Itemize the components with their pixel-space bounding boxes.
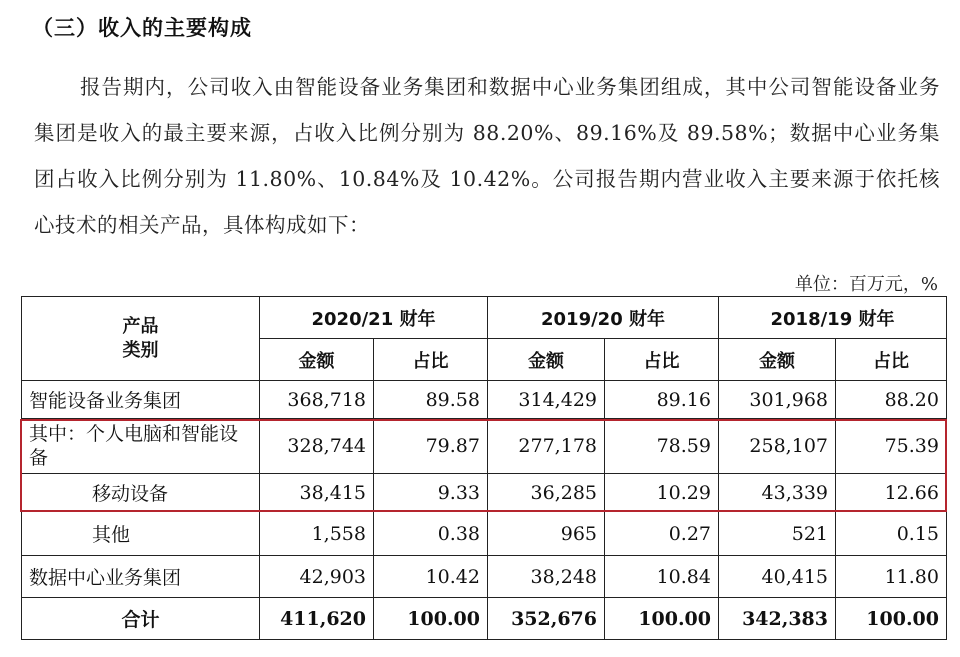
cell-amount: 42,903	[260, 556, 374, 598]
cell-amount: 38,248	[488, 556, 605, 598]
cell-amount: 342,383	[719, 598, 836, 640]
revenue-table	[21, 296, 947, 640]
cell-ratio: 100.00	[605, 598, 719, 640]
subheader-amount: 金额	[488, 339, 605, 381]
table-row-total	[22, 598, 947, 640]
row-label: 数据中心业务集团	[22, 556, 260, 598]
cell-ratio: 100.00	[836, 598, 947, 640]
cell-ratio: 0.38	[374, 512, 488, 556]
subheader-ratio: 占比	[605, 339, 719, 381]
header-product-category	[22, 297, 260, 381]
row-label-total: 合计	[22, 598, 260, 640]
table-row	[22, 556, 947, 598]
cell-ratio: 0.15	[836, 512, 947, 556]
table-row	[22, 419, 947, 474]
header-year-2019-20: 2019/20 财年	[488, 297, 719, 339]
cell-amount: 1,558	[260, 512, 374, 556]
cell-amount: 314,429	[488, 381, 605, 419]
row-label: 移动设备	[22, 474, 260, 512]
cell-amount: 43,339	[719, 474, 836, 512]
cell-ratio: 89.16	[605, 381, 719, 419]
cell-ratio: 88.20	[836, 381, 947, 419]
header-year-2020-21: 2020/21 财年	[260, 297, 488, 339]
cell-ratio: 0.27	[605, 512, 719, 556]
cell-ratio: 100.00	[374, 598, 488, 640]
cell-ratio: 10.42	[374, 556, 488, 598]
cell-amount: 36,285	[488, 474, 605, 512]
cell-amount: 38,415	[260, 474, 374, 512]
cell-amount: 277,178	[488, 419, 605, 474]
row-label: 其他	[22, 512, 260, 556]
subheader-ratio: 占比	[374, 339, 488, 381]
row-label: 其中：个人电脑和智能设备	[22, 419, 260, 474]
cell-ratio: 75.39	[836, 419, 947, 474]
cell-ratio: 12.66	[836, 474, 947, 512]
cell-ratio: 89.58	[374, 381, 488, 419]
cell-amount: 368,718	[260, 381, 374, 419]
intro-paragraph: 报告期内，公司收入由智能设备业务集团和数据中心业务集团组成，其中公司智能设备业务集团是收入的最主要来源，占收入比例分别为 88.20%、89.16%及 89.58%；数据中心业务集团占收入比例分别为 11.80%、10.84%及 10.42%。公司报告期内营业收入主要来源于依托核心技术的相关产品，具体构成如下：	[34, 75, 940, 237]
cell-ratio: 10.29	[605, 474, 719, 512]
header-product-text: 产品类别	[122, 315, 159, 361]
table-row	[22, 474, 947, 512]
cell-ratio: 9.33	[374, 474, 488, 512]
cell-amount: 328,744	[260, 419, 374, 474]
unit-note: 单位：百万元，%	[794, 274, 938, 295]
cell-amount: 352,676	[488, 598, 605, 640]
cell-ratio: 10.84	[605, 556, 719, 598]
cell-amount: 965	[488, 512, 605, 556]
subheader-amount: 金额	[719, 339, 836, 381]
subheader-ratio: 占比	[836, 339, 947, 381]
cell-ratio: 79.87	[374, 419, 488, 474]
table-row	[22, 381, 947, 419]
cell-amount: 521	[719, 512, 836, 556]
cell-ratio: 78.59	[605, 419, 719, 474]
section-title: （三）收入的主要构成	[32, 16, 252, 40]
subheader-amount: 金额	[260, 339, 374, 381]
cell-ratio: 11.80	[836, 556, 947, 598]
header-year-2018-19: 2018/19 财年	[719, 297, 947, 339]
cell-amount: 301,968	[719, 381, 836, 419]
cell-amount: 411,620	[260, 598, 374, 640]
cell-amount: 258,107	[719, 419, 836, 474]
row-label: 智能设备业务集团	[22, 381, 260, 419]
table-row	[22, 512, 947, 556]
cell-amount: 40,415	[719, 556, 836, 598]
